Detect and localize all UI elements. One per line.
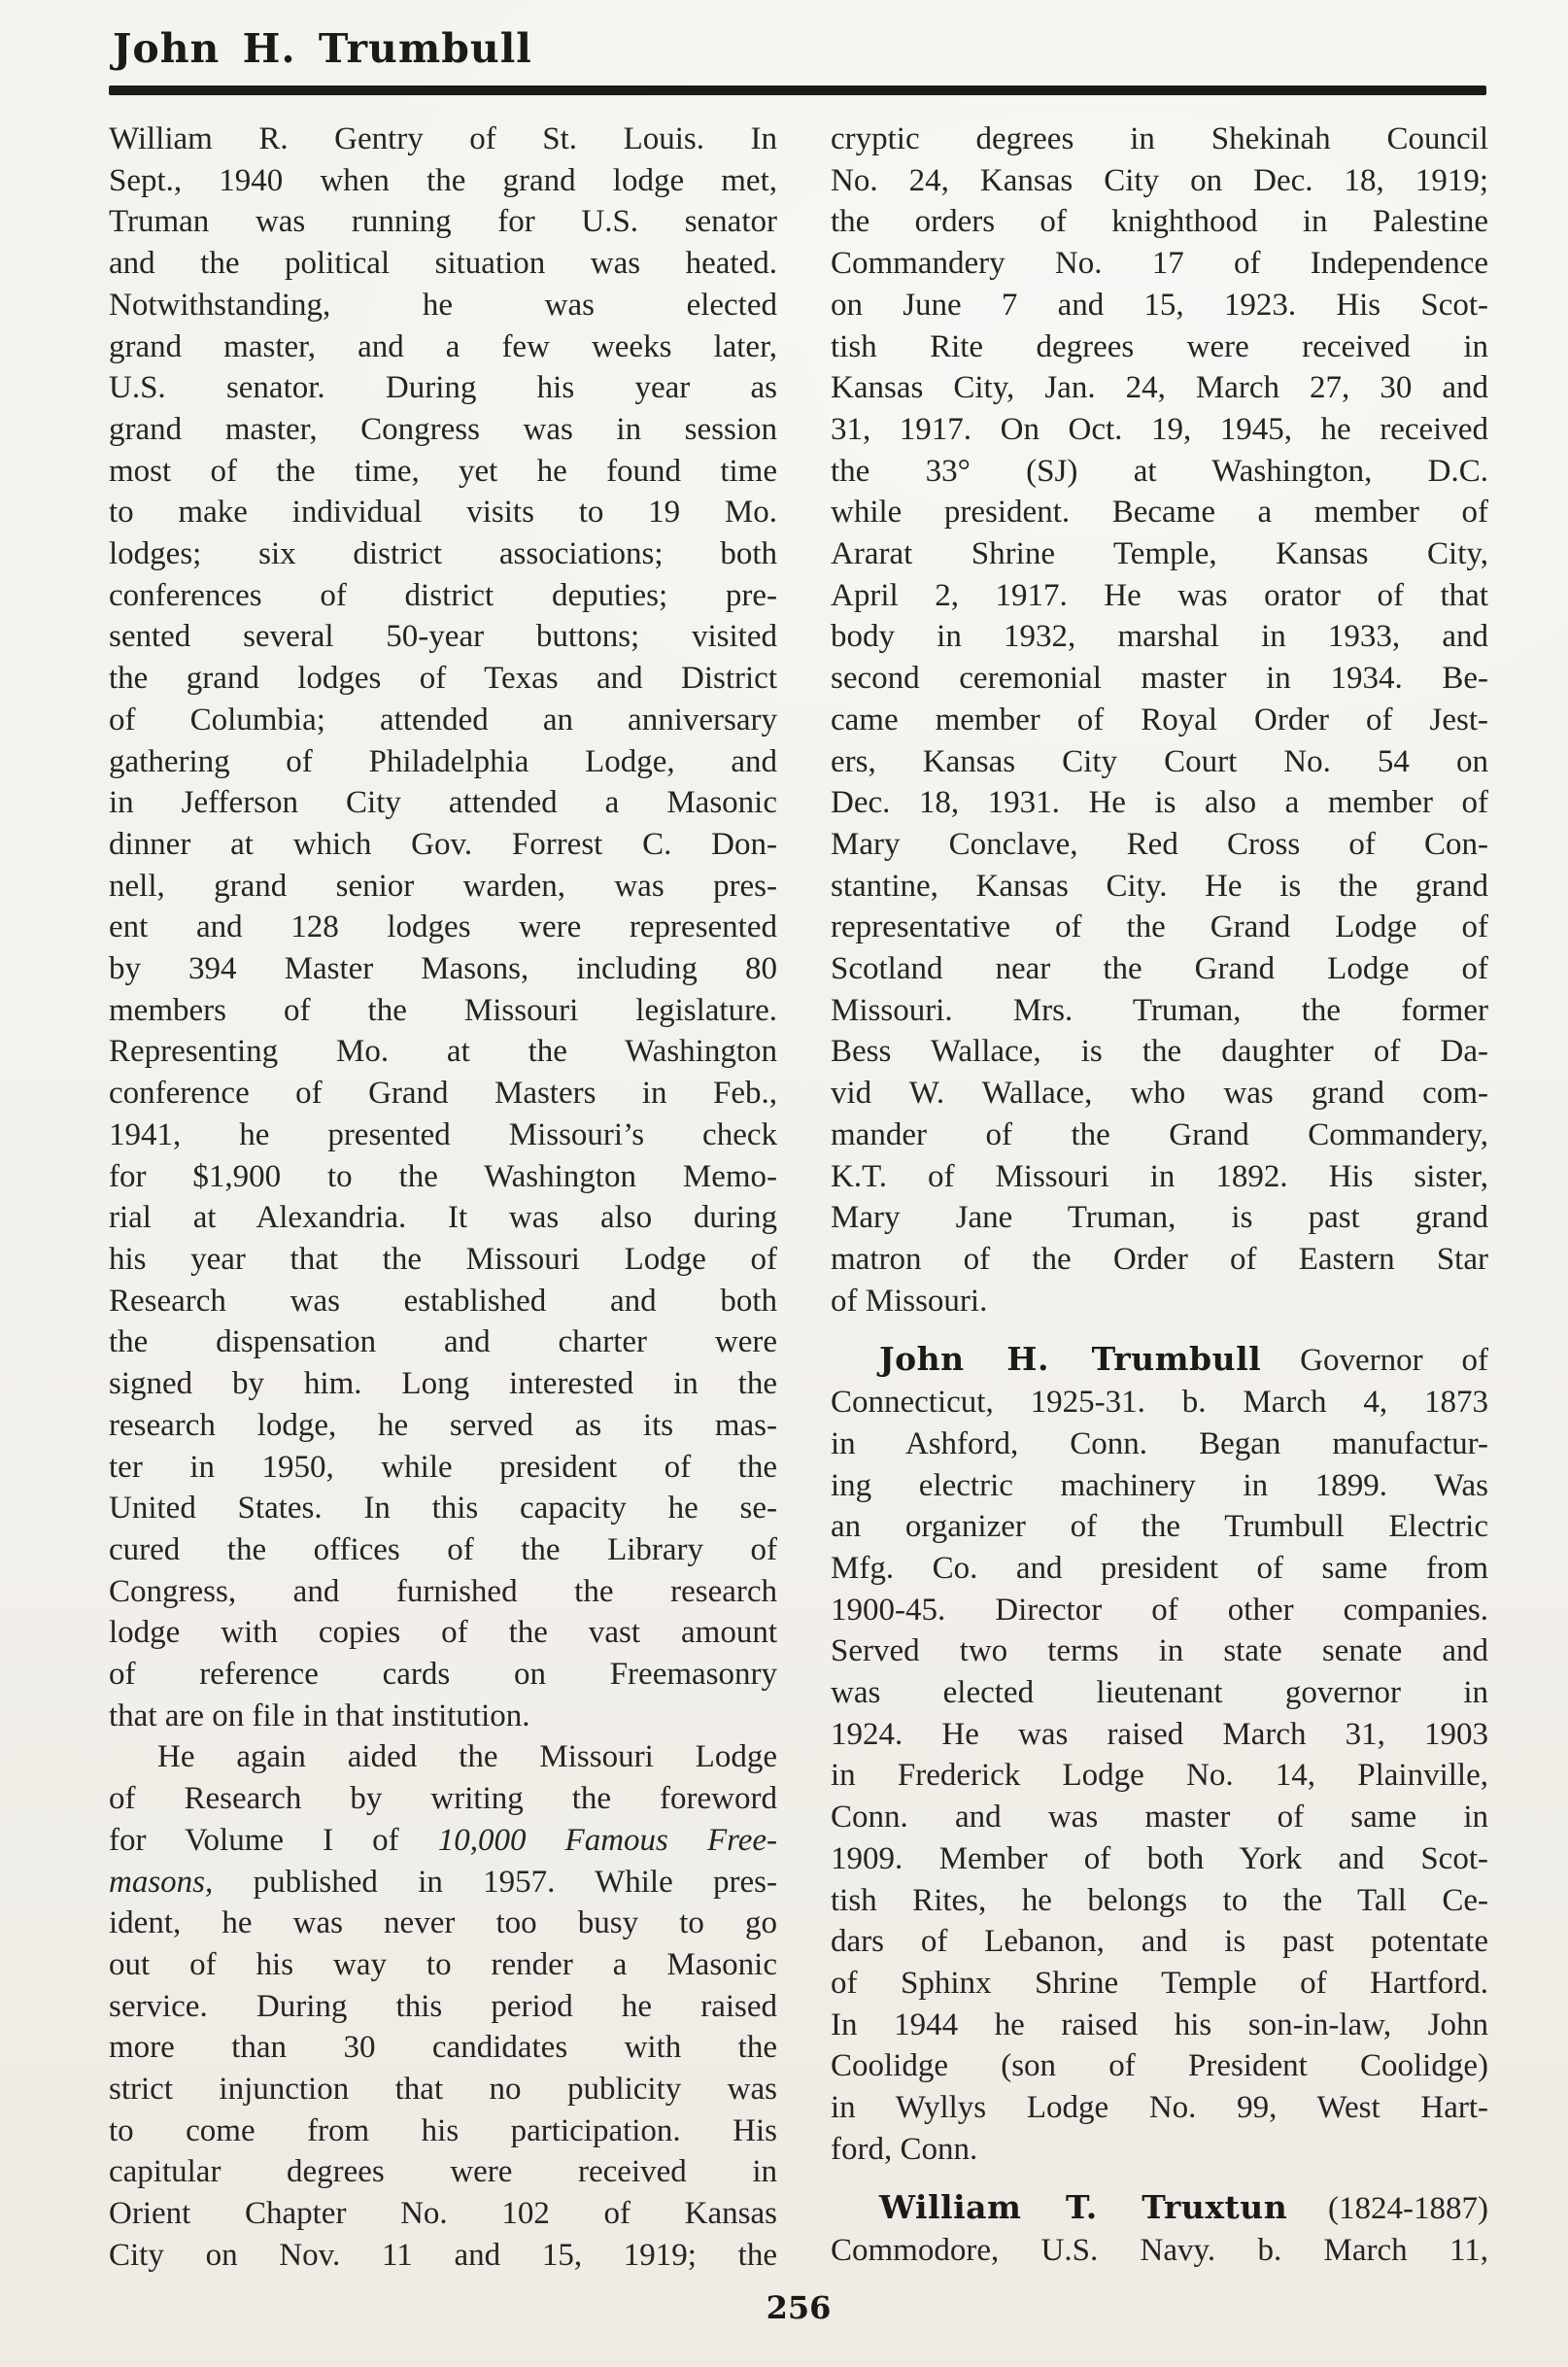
text-line [109, 1529, 777, 1571]
text-segment: by 394 Master Masons, including 80 [109, 951, 777, 987]
text-line [831, 1031, 1488, 1073]
text-line [109, 782, 777, 824]
text-segment: ter in 1950, while president of the [109, 1449, 777, 1485]
text-segment: to come from his participation. His [109, 2112, 777, 2148]
text-segment: conferences of district deputies; pre- [109, 577, 777, 613]
text-line [109, 1944, 777, 1986]
text-segment: the orders of knighthood in Palestine [831, 204, 1488, 240]
text-segment: of Columbia; attended an anniversary [109, 702, 777, 738]
text-segment: Bess Wallace, is the daughter of Da- [831, 1034, 1488, 1070]
text-line [831, 782, 1488, 824]
text-line [831, 492, 1488, 533]
text-line [109, 1073, 777, 1115]
text-segment: his year that the Missouri Lodge of [109, 1241, 777, 1277]
text-line [109, 1321, 777, 1363]
text-line [831, 119, 1488, 160]
text-line [109, 700, 777, 741]
text-segment: Connecticut, 1925-31. b. March 4, 1873 [831, 1385, 1488, 1421]
text-line [831, 1156, 1488, 1198]
text-segment: tish Rite degrees were received in [831, 328, 1488, 364]
text-segment: Truman was running for U.S. senator [109, 204, 777, 240]
text-line [831, 1197, 1488, 1239]
text-segment: the grand lodges of Texas and District [109, 661, 777, 697]
text-segment: 1900-45. Director of other companies. [831, 1592, 1488, 1628]
paragraph [831, 119, 1488, 1321]
text-line [831, 2087, 1488, 2129]
text-segment: of Sphinx Shrine Temple of Hartford. [831, 1965, 1488, 2001]
paragraph [109, 119, 777, 1736]
text-line [831, 533, 1488, 575]
text-segment: Sept., 1940 when the grand lodge met, [109, 162, 777, 198]
text-line [109, 367, 777, 409]
text-line [109, 824, 777, 866]
text-segment: of Research by writing the foreword [109, 1781, 777, 1817]
text-segment: cryptic degrees in Shekinah Council [831, 121, 1488, 156]
text-line [831, 2230, 1488, 2272]
text-line [831, 243, 1488, 285]
text-segment: members of the Missouri legislature. [109, 992, 777, 1028]
text-segment: the dispensation and charter were [109, 1324, 777, 1360]
text-segment: cured the offices of the Library of [109, 1531, 777, 1567]
text-line [109, 741, 777, 783]
text-segment: more than 30 candidates with the [109, 2030, 777, 2066]
text-line [109, 533, 777, 575]
text-segment: that are on file in that institution. [109, 1698, 530, 1733]
entry-name: John H. Trumbull [879, 1340, 1262, 1379]
text-segment: mander of the Grand Commandery, [831, 1116, 1488, 1152]
text-line [831, 2045, 1488, 2087]
text-segment: to make individual visits to 19 Mo. [109, 495, 777, 531]
text-columns [109, 119, 1488, 2277]
text-segment: in Jefferson City attended a Masonic [109, 785, 777, 821]
text-line [831, 1921, 1488, 1963]
text-line [109, 409, 777, 451]
text-line [109, 243, 777, 285]
text-line [831, 2005, 1488, 2046]
text-segment: ent and 128 lodges were represented [109, 909, 777, 945]
text-line [831, 1672, 1488, 1714]
text-segment: vid W. Wallace, who was grand com- [831, 1076, 1488, 1112]
text-segment: Representing Mo. at the Washington [109, 1034, 777, 1070]
text-line [109, 119, 777, 160]
text-line [109, 990, 777, 1032]
text-segment: U.S. senator. During his year as [109, 370, 777, 406]
text-segment: sented several 50-year buttons; visited [109, 619, 777, 655]
text-line [831, 1424, 1488, 1465]
text-segment: rial at Alexandria. It was also during [109, 1200, 777, 1236]
text-segment: representative of the Grand Lodge of [831, 909, 1488, 945]
text-line [109, 492, 777, 533]
text-segment: in Frederick Lodge No. 14, Plainville, [831, 1758, 1488, 1794]
text-line [831, 616, 1488, 658]
text-line [831, 1506, 1488, 1548]
text-line [109, 2193, 777, 2235]
text-line [831, 326, 1488, 368]
text-line [109, 1405, 777, 1447]
text-segment: Kansas City, Jan. 24, March 27, 30 and [831, 370, 1488, 406]
text-line [831, 1115, 1488, 1156]
text-line [109, 1612, 777, 1654]
text-line [831, 1382, 1488, 1424]
text-segment: Commandery No. 17 of Independence [831, 246, 1488, 282]
text-line [831, 1590, 1488, 1631]
text-segment: 1941, he presented Missouri’s check [109, 1116, 777, 1152]
text-segment: on June 7 and 15, 1923. His Scot- [831, 287, 1488, 323]
text-segment: while president. Became a member of [831, 495, 1488, 531]
text-segment: Missouri. Mrs. Truman, the former [831, 992, 1488, 1028]
text-segment: the 33° (SJ) at Washington, D.C. [831, 453, 1488, 489]
text-segment: Dec. 18, 1931. He is also a member of [831, 785, 1488, 821]
text-segment: William R. Gentry of St. Louis. In [109, 121, 777, 156]
text-line [109, 1696, 777, 1737]
paragraph [831, 1339, 1488, 2170]
text-line [109, 1571, 777, 1613]
text-line [109, 2151, 777, 2193]
text-segment: second ceremonial master in 1934. Be- [831, 661, 1488, 697]
text-line [109, 1654, 777, 1696]
text-line [831, 866, 1488, 908]
text-segment: research lodge, he served as its mas- [109, 1407, 777, 1443]
text-segment: capitular degrees were received in [109, 2154, 777, 2190]
text-segment: came member of Royal Order of Jest- [831, 702, 1488, 738]
text-line [831, 948, 1488, 990]
text-segment: signed by him. Long interested in the [109, 1366, 777, 1402]
text-segment: lodge with copies of the vast amount [109, 1615, 777, 1651]
text-line [831, 1281, 1488, 1322]
text-segment: Commodore, U.S. Navy. b. March 11, [831, 2233, 1488, 2269]
text-segment: of reference cards on Freemasonry [109, 1657, 777, 1693]
text-segment: 1924. He was raised March 31, 1903 [831, 1716, 1488, 1752]
text-line [831, 409, 1488, 451]
text-line [109, 2069, 777, 2110]
text-line [109, 160, 777, 202]
text-line [831, 700, 1488, 741]
text-segment: was elected lieutenant governor in [831, 1675, 1488, 1711]
text-line [831, 1838, 1488, 1880]
text-line [831, 451, 1488, 493]
header-rule [109, 86, 1486, 95]
text-segment: Coolidge (son of President Coolidge) [831, 2048, 1488, 2084]
text-line [831, 1963, 1488, 2005]
text-line [831, 1339, 1488, 1382]
text-line [831, 1239, 1488, 1281]
text-segment: Conn. and was master of same in [831, 1800, 1488, 1835]
text-segment: gathering of Philadelphia Lodge, and [109, 743, 777, 779]
text-line [109, 616, 777, 658]
text-line [831, 1630, 1488, 1672]
text-line [109, 1447, 777, 1489]
text-line [831, 907, 1488, 948]
text-segment: ing electric machinery in 1899. Was [831, 1467, 1488, 1503]
page-number: 256 [766, 2289, 832, 2326]
text-segment: Orient Chapter No. 102 of Kansas [109, 2196, 777, 2232]
text-line [109, 2027, 777, 2069]
text-segment: K.T. of Missouri in 1892. His sister, [831, 1158, 1488, 1194]
text-segment: Governor of [1261, 1343, 1488, 1379]
text-segment: matron of the Order of Eastern Star [831, 1241, 1488, 1277]
text-line [831, 1073, 1488, 1115]
text-line [831, 2187, 1488, 2230]
text-segment: (1824-1887) [1287, 2191, 1488, 2227]
text-line [831, 658, 1488, 700]
text-segment: In 1944 he raised his son-in-law, John [831, 2007, 1488, 2042]
text-segment: tish Rites, he belongs to the Tall Ce- [831, 1882, 1488, 1918]
text-segment: lodges; six district associations; both [109, 536, 777, 572]
text-line [109, 948, 777, 990]
text-segment: Research was established and both [109, 1283, 777, 1319]
text-line [109, 1239, 777, 1281]
text-line [109, 1986, 777, 2028]
text-line [831, 285, 1488, 326]
text-segment: ford, Conn. [831, 2131, 978, 2167]
text-line [109, 1903, 777, 1944]
paragraph [109, 1736, 777, 2276]
text-line [109, 658, 777, 700]
text-segment: for $1,900 to the Washington Memo- [109, 1158, 777, 1194]
text-segment: an organizer of the Trumbull Electric [831, 1509, 1488, 1545]
text-line [109, 201, 777, 243]
text-segment: ident, he was never too busy to go [109, 1905, 777, 1941]
text-line [831, 1548, 1488, 1590]
text-segment: dinner at which Gov. Forrest C. Don- [109, 826, 777, 862]
text-line [831, 201, 1488, 243]
entry-name: William T. Truxtun [879, 2188, 1288, 2227]
text-line [831, 1465, 1488, 1507]
text-line [109, 907, 777, 948]
text-line [109, 2110, 777, 2152]
text-segment: strict injunction that no publicity was [109, 2072, 777, 2108]
text-segment: of Missouri. [831, 1283, 988, 1319]
text-line [109, 1031, 777, 1073]
text-line [831, 367, 1488, 409]
text-segment: Mary Jane Truman, is past grand [831, 1200, 1488, 1236]
text-line [109, 1778, 777, 1820]
text-segment: conference of Grand Masters in Feb., [109, 1076, 777, 1112]
text-segment: and the political situation was heated. [109, 246, 777, 282]
text-line [831, 990, 1488, 1032]
text-line [831, 741, 1488, 783]
text-line [109, 1862, 777, 1904]
text-line [831, 1797, 1488, 1838]
text-segment: dars of Lebanon, and is past potentate [831, 1924, 1488, 1960]
text-line [109, 1156, 777, 1198]
text-segment: masons, [109, 1864, 214, 1900]
text-segment: 31, 1917. On Oct. 19, 1945, he received [831, 411, 1488, 447]
text-segment: in Wyllys Lodge No. 99, West Hart- [831, 2090, 1488, 2126]
text-line [109, 1281, 777, 1322]
text-line [109, 326, 777, 368]
text-segment: Scotland near the Grand Lodge of [831, 951, 1488, 987]
text-segment: 10,000 Famous Free- [437, 1822, 777, 1858]
text-segment: Ararat Shrine Temple, Kansas City, [831, 536, 1488, 572]
text-segment: for Volume I of [109, 1822, 438, 1858]
text-line [831, 575, 1488, 617]
text-segment: United States. In this capacity he se- [109, 1491, 777, 1527]
text-segment: nell, grand senior warden, was pres- [109, 868, 777, 904]
text-segment: City on Nov. 11 and 15, 1919; the [109, 2237, 777, 2273]
text-line [109, 1197, 777, 1239]
text-segment: 1909. Member of both York and Scot- [831, 1840, 1488, 1876]
text-segment: in Ashford, Conn. Began manufactur- [831, 1425, 1488, 1461]
text-segment: April 2, 1917. He was orator of that [831, 577, 1488, 613]
text-line [831, 2129, 1488, 2171]
text-line [831, 160, 1488, 202]
text-segment: service. During this period he raised [109, 1988, 777, 2024]
text-segment: stantine, Kansas City. He is the grand [831, 868, 1488, 904]
text-line [109, 451, 777, 493]
text-line [109, 285, 777, 326]
text-line [109, 1363, 777, 1405]
text-line [109, 1115, 777, 1156]
text-segment: grand master, and a few weeks later, [109, 328, 777, 364]
text-segment: He again aided the Missouri Lodge [157, 1739, 777, 1775]
text-segment: No. 24, Kansas City on Dec. 18, 1919; [831, 162, 1488, 198]
text-segment: ers, Kansas City Court No. 54 on [831, 743, 1488, 779]
text-line [109, 2235, 777, 2277]
text-segment: most of the time, yet he found time [109, 453, 777, 489]
text-segment: Notwithstanding, he was elected [109, 287, 777, 323]
text-line [109, 1736, 777, 1778]
text-line [831, 824, 1488, 866]
text-segment: Congress, and furnished the research [109, 1573, 777, 1609]
text-line [831, 1880, 1488, 1922]
paragraph [831, 2187, 1488, 2271]
text-line [109, 866, 777, 908]
left-column [109, 119, 777, 2277]
text-line [831, 1714, 1488, 1756]
text-segment: Served two terms in state senate and [831, 1633, 1488, 1669]
text-line [109, 575, 777, 617]
text-segment: out of his way to render a Masonic [109, 1946, 777, 1982]
text-segment: body in 1932, marshal in 1933, and [831, 619, 1488, 655]
right-column [831, 119, 1488, 2277]
text-line [109, 1488, 777, 1529]
text-segment: published in 1957. While pres- [213, 1864, 777, 1900]
text-segment: grand master, Congress was in session [109, 411, 777, 447]
text-line [109, 1820, 777, 1862]
text-segment: Mfg. Co. and president of same from [831, 1550, 1488, 1586]
running-header-title: John H. Trumbull [113, 25, 532, 72]
text-segment: Mary Conclave, Red Cross of Con- [831, 826, 1488, 862]
text-line [831, 1755, 1488, 1797]
